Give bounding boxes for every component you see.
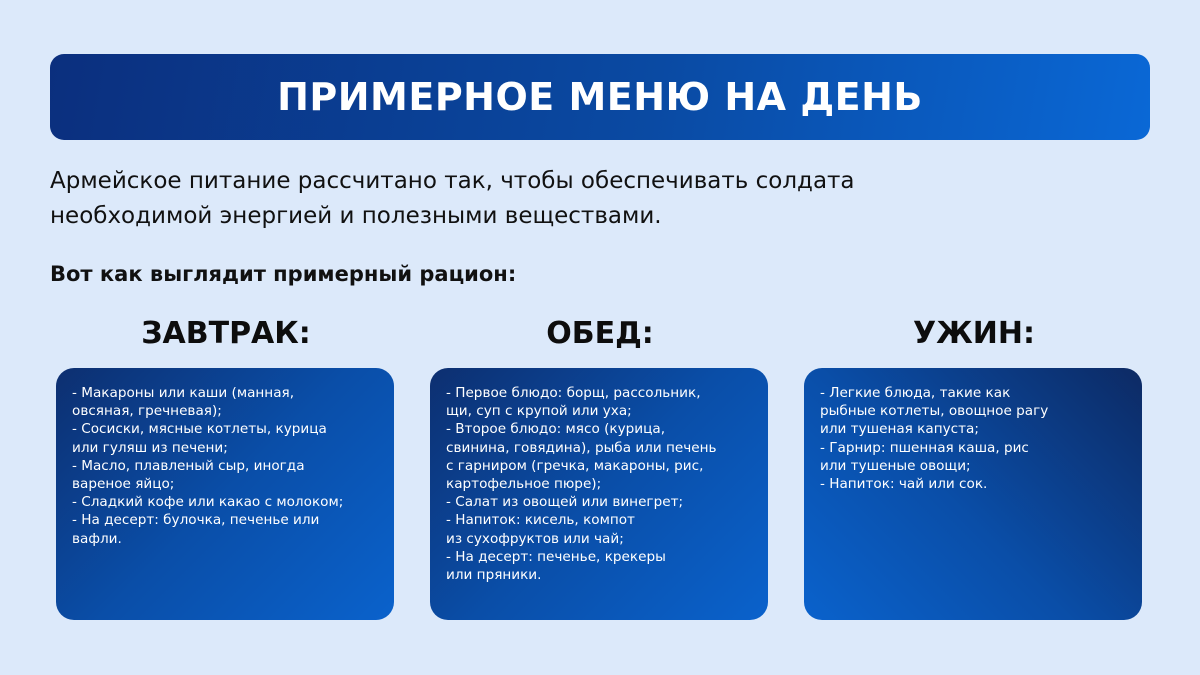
breakfast-line: или гуляш из печени;: [72, 439, 228, 456]
dinner-line: - Гарнир: пшенная каша, рис: [820, 439, 1029, 456]
lunch-line: щи, суп с крупой или уха;: [446, 403, 632, 420]
lunch-line: - Второе блюдо: мясо (курица,: [446, 421, 666, 438]
dinner-line: - Легкие блюда, такие как: [820, 385, 1011, 401]
lunch-line: свинина, говядина), рыба или печень: [446, 439, 717, 456]
ration-subheading: Вот как выглядит примерный рацион:: [50, 262, 517, 286]
page-title: ПРИМЕРНОЕ МЕНЮ НА ДЕНЬ: [277, 75, 923, 119]
dinner-card: [804, 368, 1142, 620]
dinner-line: или тушеные овощи;: [820, 457, 971, 474]
lunch-line: картофельное пюре);: [446, 476, 602, 493]
intro-paragraph: [50, 164, 1050, 234]
breakfast-line: вареное яйцо;: [72, 476, 175, 493]
lunch-line: или пряники.: [446, 567, 542, 584]
dinner-title: УЖИН:: [912, 316, 1036, 351]
breakfast-title: ЗАВТРАК:: [141, 316, 311, 351]
lunch-line: - Первое блюдо: борщ, рассольник,: [446, 385, 701, 401]
breakfast-line: - Макароны или каши (манная,: [72, 385, 295, 401]
lunch-line: - Напиток: кисель, компот: [446, 512, 635, 529]
lunch-title: ОБЕД:: [546, 316, 654, 351]
lunch-line: - Салат из овощей или винегрет;: [446, 494, 684, 511]
breakfast-line: - На десерт: булочка, печенье или: [72, 512, 320, 529]
lunch-line: из сухофруктов или чай;: [446, 530, 624, 547]
breakfast-line: овсяная, гречневая);: [72, 403, 222, 420]
breakfast-line: - Сосиски, мясные котлеты, курица: [72, 421, 327, 438]
breakfast-line: вафли.: [72, 530, 122, 547]
breakfast-card: [56, 368, 394, 620]
breakfast-line: - Сладкий кофе или какао с молоком;: [72, 494, 344, 511]
dinner-line: рыбные котлеты, овощное рагу: [820, 403, 1049, 420]
lunch-line: - На десерт: печенье, крекеры: [446, 548, 666, 565]
intro-line: необходимой энергией и полезными веществами.: [50, 203, 662, 229]
title-banner: [50, 54, 1150, 140]
breakfast-line: - Масло, плавленый сыр, иногда: [72, 457, 305, 474]
lunch-card: [430, 368, 768, 620]
lunch-line: с гарниром (гречка, макароны, рис,: [446, 457, 704, 474]
dinner-line: или тушеная капуста;: [820, 421, 979, 438]
dinner-line: - Напиток: чай или сок.: [820, 476, 988, 493]
intro-line: Армейское питание рассчитано так, чтобы обеспечивать солдата: [50, 168, 855, 194]
